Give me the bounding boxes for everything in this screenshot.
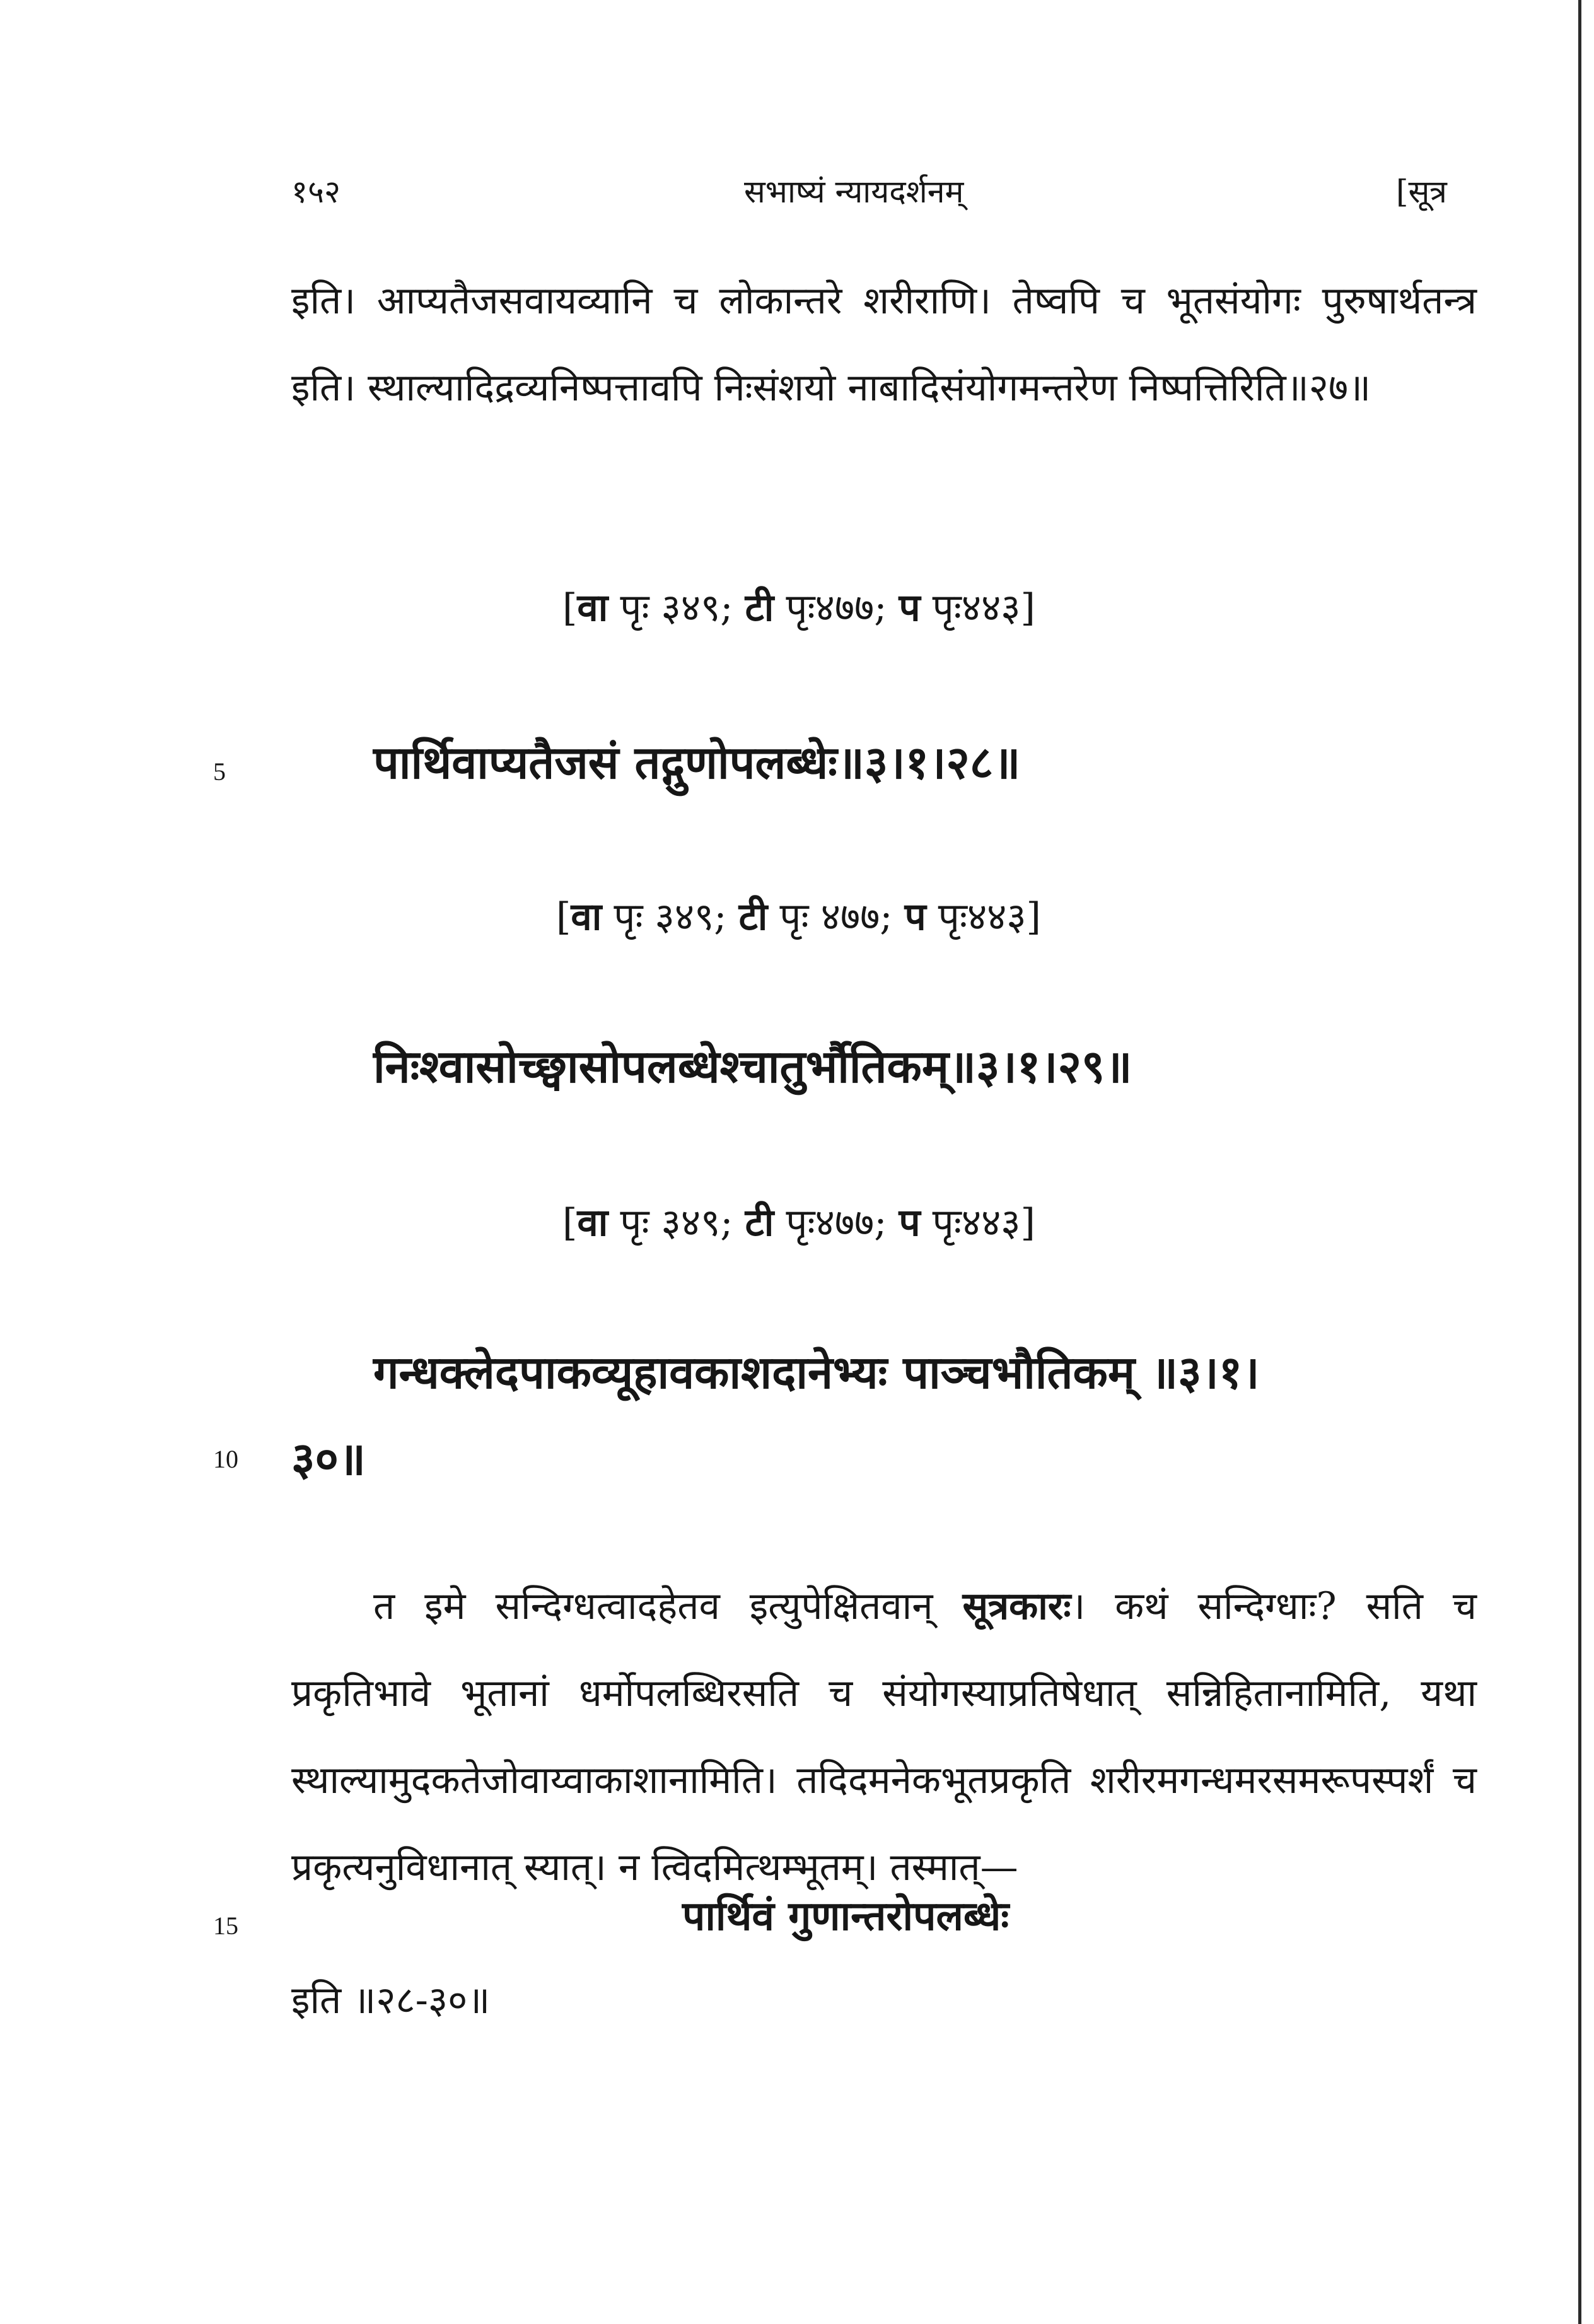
- ref-ti: टी: [745, 1201, 774, 1245]
- ref-ti-page: पृः ४७७;: [767, 895, 905, 939]
- page-edge-line: [1578, 0, 1581, 2324]
- line-number-5: 5: [213, 757, 226, 786]
- line-number-15: 15: [213, 1912, 238, 1940]
- paragraph-commentary-27: इति। आप्यतैजसवायव्यानि च लोकान्तरे शरीराणि। तेष्वपि च भूतसंयोगः पुरुषार्थतन्त्र इति। स्थाल्यादिद्रव्यनिष्पत्तावपि निःसंशयो नाबादिसंयोगमन्तरेण निष्पत्तिरिति॥२७॥: [291, 279, 1477, 410]
- centered-sutra: पार्थिवं गुणान्तरोपलब्धेः: [682, 1893, 1009, 1940]
- reference-line-2: [556, 889, 1041, 941]
- sutra-30-line-1: गन्धक्लेदपाकव्यूहावकाशदानेभ्यः पाञ्चभौतिकम् ॥३।१।: [373, 1345, 1260, 1399]
- sutra-30-line-2: ३०॥: [291, 1432, 366, 1485]
- section-label: [सूत्र: [1396, 173, 1447, 210]
- ref-pa-page: पृः४४३]: [926, 895, 1041, 939]
- reference-line-1: [562, 580, 1035, 632]
- ref-va: वा: [571, 895, 602, 939]
- ref-ti: टी: [745, 586, 774, 630]
- line-number-10: 10: [213, 1445, 238, 1473]
- reference-line-3: [562, 1195, 1035, 1247]
- ref-ti: टी: [738, 895, 768, 939]
- sutrakara: सूत्रकारः: [962, 1584, 1071, 1628]
- ref-pa: प: [899, 1201, 921, 1245]
- para2-start: त इमे सन्दिग्धत्वादहेतव इत्युपेक्षितवान्: [373, 1584, 963, 1628]
- ref-pa: प: [899, 586, 921, 630]
- ref-open: [: [562, 1201, 578, 1245]
- ref-va-page: पृः ३४९;: [602, 895, 739, 939]
- ref-ti-page: पृः४७७;: [774, 1201, 899, 1245]
- closing-line: इति ॥२८-३०॥: [291, 1978, 491, 2023]
- sutra-29: निःश्वासोच्छ्वासोपलब्धेश्चातुर्भौतिकम्॥३।१।२९॥: [373, 1039, 1132, 1093]
- ref-va: वा: [577, 586, 608, 630]
- ref-ti-page: पृः४७७;: [774, 586, 899, 630]
- para2-rest: । कथं सन्दिग्धाः? सति च प्रकृतिभावे भूतानां धर्मोपलब्धिरसति च संयोगस्याप्रतिषेधात् सन्निहितानामिति, यथा स्थाल्यामुदकतेजोवाय्वाकाशानामिति। तदिदमनेकभूतप्रकृति शरीरमगन्धमरसमरूपस्पर्शं च प्रकृत्यनुविधानात् स्यात्। न त्विदमित्थम्भूतम्। तस्मात्—: [291, 1584, 1477, 1889]
- ref-va-page: पृः ३४९;: [608, 586, 745, 630]
- ref-pa: प: [904, 895, 926, 939]
- ref-pa-page: पृः४४३]: [920, 586, 1035, 630]
- running-title: सभाष्यं न्यायदर्शनम्: [744, 173, 964, 210]
- page-number: १५२: [291, 173, 340, 210]
- ref-va-page: पृः ३४९;: [608, 1201, 745, 1245]
- paragraph-commentary-28-30: [291, 1563, 1477, 1911]
- ref-pa-page: पृः४४३]: [920, 1201, 1035, 1245]
- ref-va: वा: [577, 1201, 608, 1245]
- ref-open: [: [562, 586, 578, 630]
- ref-open: [: [556, 895, 571, 939]
- sutra-28: पार्थिवाप्यतैजसं तद्गुणोपलब्धेः॥३।१।२८॥: [373, 735, 1021, 789]
